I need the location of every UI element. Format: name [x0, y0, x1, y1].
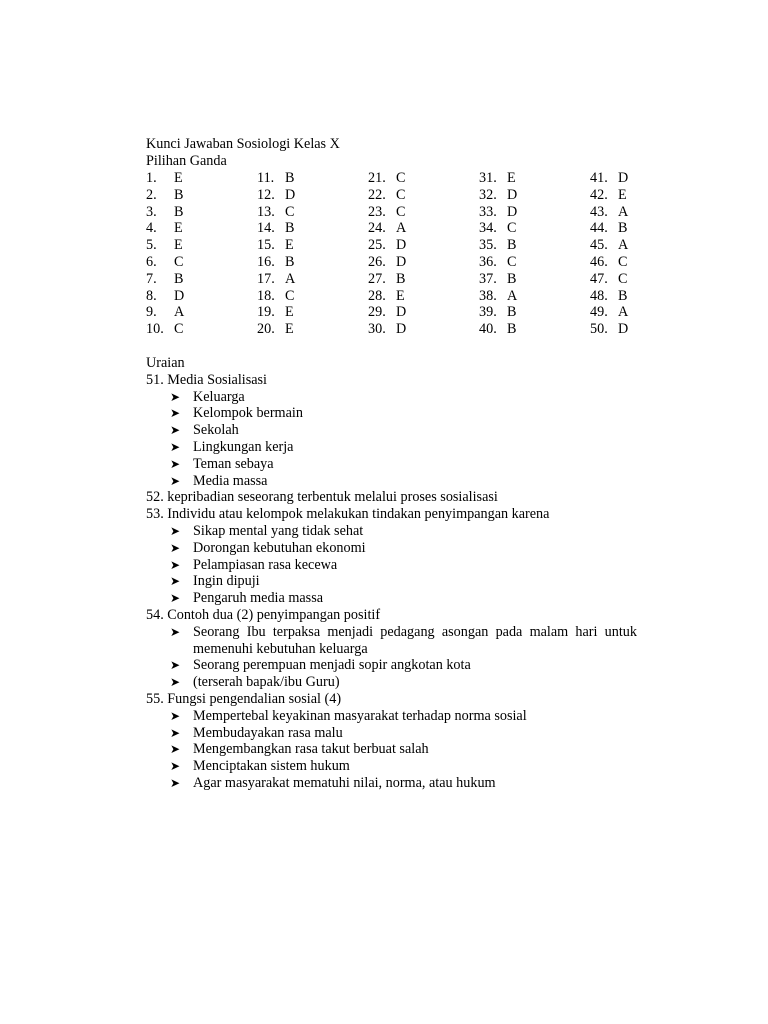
answer-letter: C	[618, 270, 628, 287]
answer-point	[146, 557, 646, 574]
answer-point-text: Dorongan kebutuhan ekonomi	[193, 539, 366, 556]
question-number: 16.	[257, 253, 275, 270]
essay-section	[146, 355, 646, 792]
answer-item	[479, 203, 518, 221]
answer-point	[146, 624, 637, 658]
question-number: 40.	[479, 321, 497, 338]
answer-point	[146, 405, 646, 422]
answer-point	[146, 573, 646, 590]
answer-item	[368, 287, 405, 305]
answer-item	[590, 304, 629, 321]
answer-item	[479, 321, 517, 338]
answer-item	[257, 220, 295, 237]
section-multiple-choice: Pilihan Ganda	[146, 153, 227, 169]
bullet-arrow-icon: ➤	[170, 725, 181, 740]
essay-question: 52. kepribadian seseorang terbentuk melalui proses sosialisasi	[146, 489, 498, 506]
answer-point	[146, 590, 646, 607]
answer-item	[368, 304, 407, 321]
question-number: 30.	[368, 321, 386, 338]
answer-letter: D	[618, 170, 629, 186]
answer-item	[368, 253, 407, 271]
question-number: 20.	[257, 321, 275, 338]
essay-question: 51. Media Sosialisasi	[146, 371, 267, 388]
question-number: 44.	[590, 220, 608, 237]
answer-letter: D	[396, 237, 407, 254]
question-number: 29.	[368, 304, 386, 321]
question-number: 37.	[479, 270, 497, 287]
bullet-arrow-icon: ➤	[170, 658, 181, 673]
answer-item	[479, 304, 517, 321]
answer-letter: B	[285, 170, 295, 186]
question-number: 23.	[368, 203, 386, 220]
question-number: 22.	[368, 186, 386, 203]
answer-point-text: Ingin dipuji	[193, 573, 260, 590]
answer-letter: D	[507, 203, 518, 220]
essay-question: 54. Contoh dua (2) penyimpangan positif	[146, 606, 381, 623]
answer-item	[479, 220, 517, 237]
answer-point-text: Mempertebal keyakinan masyarakat terhadap norma sosial	[193, 707, 527, 724]
question-number: 42.	[590, 186, 608, 203]
answer-point-text: Menciptakan sistem hukum	[193, 758, 350, 775]
answer-point	[146, 708, 646, 725]
question-number: 28.	[368, 287, 386, 304]
answer-item	[146, 253, 184, 271]
answer-item	[479, 287, 518, 305]
bullet-arrow-icon: ➤	[170, 759, 181, 774]
essay-question: 55. Fungsi pengendalian sosial (4)	[146, 690, 342, 707]
answer-letter: E	[285, 321, 294, 338]
answer-letter: A	[618, 237, 629, 254]
question-number: 49.	[590, 304, 608, 321]
answer-point	[146, 725, 646, 742]
answer-letter: A	[618, 203, 629, 220]
answer-item	[368, 170, 406, 187]
question-number: 3.	[146, 203, 157, 220]
bullet-arrow-icon: ➤	[170, 540, 181, 555]
answer-letter: D	[396, 253, 407, 270]
answer-item	[479, 170, 516, 187]
question-number: 2.	[146, 186, 157, 203]
answer-letter: B	[507, 304, 517, 321]
bullet-arrow-icon: ➤	[170, 389, 181, 404]
bullet-arrow-icon: ➤	[170, 456, 181, 471]
bullet-arrow-icon: ➤	[170, 574, 181, 589]
answer-letter: E	[285, 304, 294, 321]
question-number: 26.	[368, 253, 386, 270]
answer-item	[590, 220, 628, 237]
question-number: 27.	[368, 270, 386, 287]
answer-letter: B	[174, 270, 184, 287]
answer-letter: E	[174, 220, 183, 237]
question-number: 9.	[146, 304, 157, 321]
answer-item	[590, 287, 628, 305]
answer-item	[146, 304, 185, 321]
question-number: 34.	[479, 220, 497, 237]
answer-item	[479, 186, 518, 204]
answer-letter: C	[396, 186, 406, 203]
answer-letter: C	[285, 287, 295, 304]
answer-letter: D	[285, 186, 296, 203]
answer-points	[146, 624, 646, 691]
bullet-arrow-icon: ➤	[170, 624, 181, 639]
answer-point-text: Lingkungan kerja	[193, 438, 294, 455]
answer-item	[146, 170, 183, 187]
bullet-arrow-icon: ➤	[170, 742, 181, 757]
answer-point	[146, 439, 646, 456]
answer-item	[146, 203, 184, 221]
bullet-arrow-icon: ➤	[170, 675, 181, 690]
answer-points	[146, 389, 646, 490]
answer-point-text: Teman sebaya	[193, 455, 274, 472]
answer-item	[479, 237, 517, 254]
question-number: 36.	[479, 253, 497, 270]
answer-letter: B	[174, 186, 184, 203]
answer-item	[590, 186, 627, 204]
answer-letter: C	[174, 253, 184, 270]
question-number: 18.	[257, 287, 275, 304]
answer-point-text: Sikap mental yang tidak sehat	[193, 522, 364, 539]
answer-letter: E	[396, 287, 405, 304]
answer-letter: A	[174, 304, 185, 321]
question-number: 8.	[146, 287, 157, 304]
question-number: 7.	[146, 270, 157, 287]
answer-letter: B	[396, 270, 406, 287]
answer-point-text: Mengembangkan rasa takut berbuat salah	[193, 741, 429, 758]
answer-letter: D	[507, 186, 518, 203]
question-number: 14.	[257, 220, 275, 237]
answer-letter: C	[174, 321, 184, 338]
answer-item	[590, 270, 628, 288]
answer-item	[146, 220, 183, 237]
answer-point-text: Kelompok bermain	[193, 405, 303, 422]
bullet-arrow-icon: ➤	[170, 406, 181, 421]
answer-letter: E	[618, 186, 627, 203]
answer-item	[257, 170, 295, 187]
document-title: Kunci Jawaban Sosiologi Kelas X	[146, 136, 340, 152]
question-number: 48.	[590, 287, 608, 304]
answer-item	[146, 237, 183, 254]
answer-letter: A	[396, 220, 407, 237]
answer-letter: C	[396, 203, 406, 220]
answer-item	[257, 253, 295, 271]
answer-item	[368, 237, 407, 254]
answer-letter: B	[285, 220, 295, 237]
bullet-arrow-icon: ➤	[170, 708, 181, 723]
answer-letter: B	[285, 253, 295, 270]
answer-point-text: Media massa	[193, 472, 268, 489]
answer-item	[590, 321, 629, 338]
answer-points	[146, 523, 646, 607]
question-number: 1.	[146, 170, 157, 186]
answer-letter: A	[618, 304, 629, 321]
bullet-arrow-icon: ➤	[170, 473, 181, 488]
answer-letter: A	[507, 287, 518, 304]
answer-letter: B	[507, 270, 517, 287]
question-number: 12.	[257, 186, 275, 203]
answer-item	[146, 186, 184, 204]
answer-point	[146, 456, 646, 473]
answer-letter: C	[285, 203, 295, 220]
answer-item	[368, 270, 406, 288]
answer-letter: E	[507, 170, 516, 186]
answer-point-text: Seorang perempuan menjadi sopir angkotan kota	[193, 657, 471, 674]
question-number: 46.	[590, 253, 608, 270]
answer-point	[146, 741, 646, 758]
answer-letter: D	[174, 287, 185, 304]
essay-question: 53. Individu atau kelompok melakukan tindakan penyimpangan karena	[146, 506, 550, 523]
answer-point-text: Seorang Ibu terpaksa menjadi pedagang asongan pada malam hari untuk memenuhi kebutuhan keluarga	[193, 623, 637, 657]
bullet-arrow-icon: ➤	[170, 591, 181, 606]
question-number: 15.	[257, 237, 275, 254]
answer-points	[146, 708, 646, 792]
question-number: 47.	[590, 270, 608, 287]
question-number: 39.	[479, 304, 497, 321]
question-number: 5.	[146, 237, 157, 254]
answer-letter: D	[396, 321, 407, 338]
answer-item	[590, 203, 629, 221]
answer-letter: E	[174, 170, 183, 186]
answer-item	[479, 253, 517, 271]
answer-point	[146, 657, 646, 674]
answer-item	[257, 203, 295, 221]
answer-point-text: Sekolah	[193, 422, 239, 439]
question-number: 13.	[257, 203, 275, 220]
answer-item	[368, 321, 407, 338]
answer-item	[257, 186, 296, 204]
question-number: 41.	[590, 170, 608, 186]
answer-point-text: Pengaruh media massa	[193, 590, 324, 607]
question-number: 33.	[479, 203, 497, 220]
answer-point	[146, 758, 646, 775]
answer-item	[590, 237, 629, 254]
answer-letter: D	[618, 321, 629, 338]
answer-point	[146, 473, 646, 490]
answer-point	[146, 389, 646, 406]
question-number: 35.	[479, 237, 497, 254]
answer-point-text: Agar masyarakat mematuhi nilai, norma, atau hukum	[193, 774, 496, 791]
answer-item	[146, 270, 184, 288]
answer-letter: B	[507, 237, 517, 254]
question-number: 4.	[146, 220, 157, 237]
answer-point-text: Pelampiasan rasa kecewa	[193, 556, 338, 573]
answer-item	[257, 304, 294, 321]
question-number: 19.	[257, 304, 275, 321]
answer-letter: B	[618, 287, 628, 304]
answer-item	[368, 203, 406, 221]
answer-letter: C	[618, 253, 628, 270]
answer-item	[146, 287, 185, 305]
question-number: 50.	[590, 321, 608, 338]
bullet-arrow-icon: ➤	[170, 423, 181, 438]
answer-letter: C	[396, 170, 406, 186]
answer-letter: B	[174, 203, 184, 220]
question-number: 21.	[368, 170, 386, 186]
question-number: 43.	[590, 203, 608, 220]
question-number: 31.	[479, 170, 497, 186]
answer-item	[146, 321, 184, 338]
bullet-arrow-icon: ➤	[170, 775, 181, 790]
answer-item	[257, 287, 295, 305]
answer-item	[368, 186, 406, 204]
answer-letter: C	[507, 220, 517, 237]
answer-item	[257, 237, 294, 254]
question-number: 10.	[146, 321, 164, 338]
answer-item	[590, 253, 628, 271]
answer-letter: E	[285, 237, 294, 254]
bullet-arrow-icon: ➤	[170, 439, 181, 454]
question-number: 24.	[368, 220, 386, 237]
answer-item	[479, 270, 517, 288]
answer-letter: B	[507, 321, 517, 338]
question-number: 38.	[479, 287, 497, 304]
answer-letter: A	[285, 270, 296, 287]
answer-point	[146, 523, 646, 540]
question-number: 6.	[146, 253, 157, 270]
answer-letter: B	[618, 220, 628, 237]
answer-point-text: (terserah bapak/ibu Guru)	[193, 674, 340, 691]
bullet-arrow-icon: ➤	[170, 523, 181, 538]
question-number: 25.	[368, 237, 386, 254]
answer-point-text: Keluarga	[193, 388, 245, 405]
question-number: 17.	[257, 270, 275, 287]
answer-letter: C	[507, 253, 517, 270]
essay-heading: Uraian	[146, 355, 185, 371]
question-number: 45.	[590, 237, 608, 254]
answer-point	[146, 775, 646, 792]
answer-letter: E	[174, 237, 183, 254]
answer-point-text: Membudayakan rasa malu	[193, 724, 343, 741]
question-number: 11.	[257, 170, 275, 186]
answer-item	[368, 220, 407, 237]
answer-letter: D	[396, 304, 407, 321]
answer-item	[257, 321, 294, 338]
question-number: 32.	[479, 186, 497, 203]
answer-point	[146, 422, 646, 439]
bullet-arrow-icon: ➤	[170, 557, 181, 572]
answer-item	[257, 270, 296, 288]
answer-point	[146, 540, 646, 557]
answer-point	[146, 674, 646, 691]
answer-item	[590, 170, 629, 187]
